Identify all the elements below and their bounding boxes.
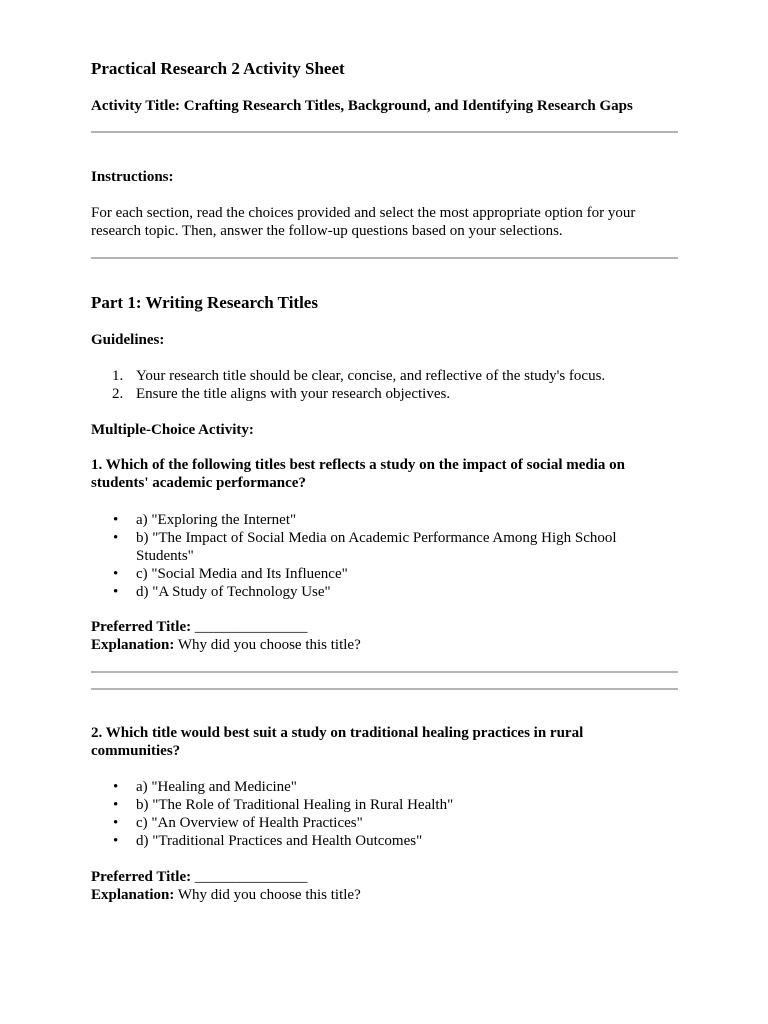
- explanation-row: [91, 886, 361, 904]
- bullet-icon: •: [113, 833, 119, 849]
- guideline-item: [91, 367, 605, 385]
- option-text: b) "The Impact of Social Media on Academic Performance Among High School Students": [136, 530, 617, 564]
- activity-title: Activity Title: Crafting Research Titles, Background, and Identifying Research Gaps: [91, 98, 633, 114]
- explanation-prompt: Why did you choose this title?: [177, 637, 361, 653]
- guidelines-list: [91, 367, 605, 403]
- bullet-icon: •: [113, 797, 119, 813]
- option-item: [91, 814, 651, 832]
- horizontal-rule: [91, 671, 678, 673]
- mc-heading: Multiple-Choice Activity:: [91, 422, 254, 438]
- bullet-icon: •: [113, 815, 119, 831]
- instructions-text: For each section, read the choices provided and select the most appropriate option for your research topic. Then, answer the follow-up questions based on your selections.: [91, 205, 636, 239]
- option-text: c) "An Overview of Health Practices": [136, 815, 363, 831]
- option-text: c) "Social Media and Its Influence": [136, 566, 348, 582]
- horizontal-rule: [91, 688, 678, 690]
- guideline-item: [91, 385, 605, 403]
- option-item: [91, 565, 651, 583]
- explanation-label: Explanation:: [91, 637, 175, 653]
- guideline-text: Ensure the title aligns with your research objectives.: [136, 386, 451, 402]
- horizontal-rule: [91, 257, 678, 259]
- preferred-title-blank[interactable]: _______________: [194, 869, 308, 885]
- bullet-icon: •: [113, 530, 119, 546]
- question-1-options: [91, 511, 651, 601]
- option-item: [91, 796, 651, 814]
- question-2-text: 2. Which title would best suit a study on traditional healing practices in rural communities?: [91, 725, 584, 759]
- horizontal-rule: [91, 131, 678, 133]
- bullet-icon: •: [113, 566, 119, 582]
- guidelines-heading: Guidelines:: [91, 332, 165, 348]
- preferred-title-row: [91, 868, 307, 886]
- bullet-icon: •: [113, 779, 119, 795]
- document-title: Practical Research 2 Activity Sheet: [91, 59, 345, 78]
- bullet-icon: •: [113, 584, 119, 600]
- option-item: [91, 529, 651, 565]
- option-text: a) "Healing and Medicine": [136, 779, 297, 795]
- option-item: [91, 511, 651, 529]
- option-item: [91, 583, 651, 601]
- option-item: [91, 832, 651, 850]
- preferred-title-row: [91, 618, 307, 636]
- preferred-title-label: Preferred Title:: [91, 619, 192, 635]
- explanation-label: Explanation:: [91, 887, 175, 903]
- option-text: d) "Traditional Practices and Health Outcomes": [136, 833, 423, 849]
- guideline-number: 2.: [112, 386, 124, 402]
- option-text: d) "A Study of Technology Use": [136, 584, 331, 600]
- explanation-prompt: Why did you choose this title?: [177, 887, 361, 903]
- option-text: a) "Exploring the Internet": [136, 512, 297, 528]
- instructions-heading: Instructions:: [91, 169, 174, 185]
- bullet-icon: •: [113, 512, 119, 528]
- explanation-row: [91, 636, 361, 654]
- part1-title: Part 1: Writing Research Titles: [91, 293, 318, 312]
- preferred-title-blank[interactable]: _______________: [194, 619, 308, 635]
- guideline-text: Your research title should be clear, concise, and reflective of the study's focus.: [136, 368, 606, 384]
- question-1-text: 1. Which of the following titles best reflects a study on the impact of social media on students' academic performance?: [91, 457, 626, 491]
- guideline-number: 1.: [112, 368, 124, 384]
- option-item: [91, 778, 651, 796]
- option-text: b) "The Role of Traditional Healing in Rural Health": [136, 797, 454, 813]
- preferred-title-label: Preferred Title:: [91, 869, 192, 885]
- question-2-options: [91, 778, 651, 850]
